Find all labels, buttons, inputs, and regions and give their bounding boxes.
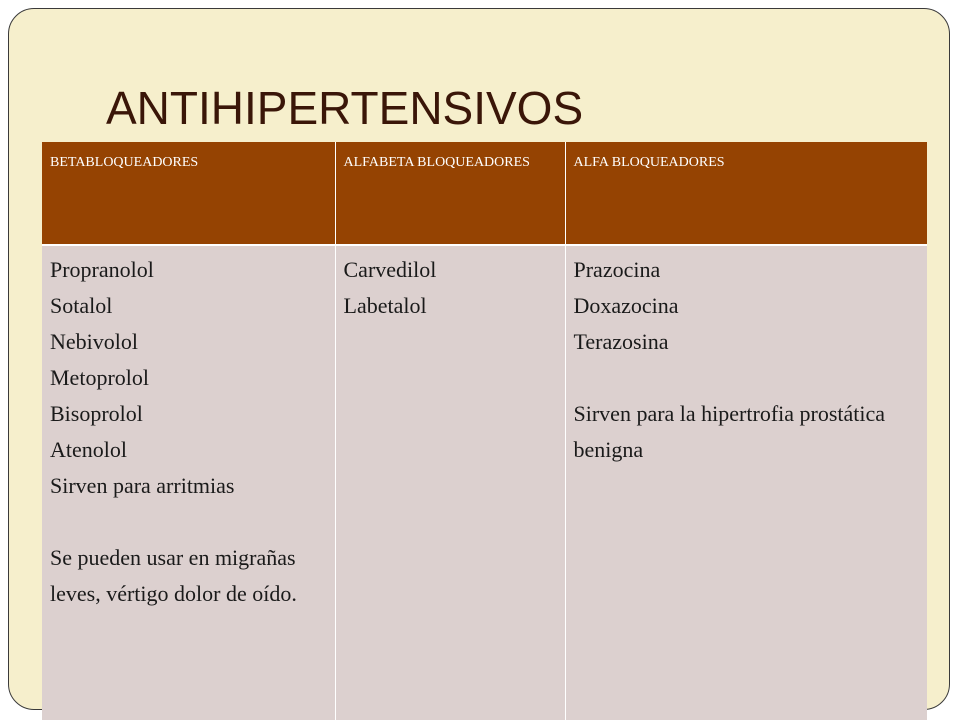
header-alfa-bloqueadores: ALFA BLOQUEADORES	[565, 142, 927, 245]
cell-betabloqueadores	[42, 245, 335, 720]
drug-name: Terazosina	[573, 329, 669, 354]
header-alfabeta-bloqueadores: ALFABETA BLOQUEADORES	[335, 142, 565, 245]
slide-title: ANTIHIPERTENSIVOS	[106, 82, 584, 134]
drug-name: Doxazocina	[573, 293, 679, 318]
spacer	[50, 504, 325, 540]
drug-name: Sotalol	[50, 293, 113, 318]
drug-name: Labetalol	[343, 293, 427, 318]
cell-alfa-bloqueadores	[565, 245, 927, 720]
drug-table	[42, 142, 927, 720]
table-header-row	[42, 142, 927, 245]
drug-name: Propranolol	[50, 257, 154, 282]
drug-name: Nebivolol	[50, 329, 138, 354]
drug-name: Prazocina	[573, 257, 661, 282]
drug-table-container	[42, 142, 927, 720]
header-betabloqueadores: BETABLOQUEADORES	[42, 142, 335, 245]
drug-name: Carvedilol	[343, 257, 437, 282]
drug-name: Bisoprolol	[50, 401, 143, 426]
usage-note: Se pueden usar en migrañas leves, vértigo dolor de oído.	[50, 545, 297, 606]
drug-name: Atenolol	[50, 437, 127, 462]
usage-note: Sirven para la hipertrofia prostática benigna	[573, 401, 886, 462]
drug-name: Metoprolol	[50, 365, 149, 390]
cell-alfabeta-bloqueadores	[335, 245, 565, 720]
spacer	[574, 360, 918, 396]
use-note: Sirven para arritmias	[50, 473, 235, 498]
table-body-row	[42, 245, 927, 720]
